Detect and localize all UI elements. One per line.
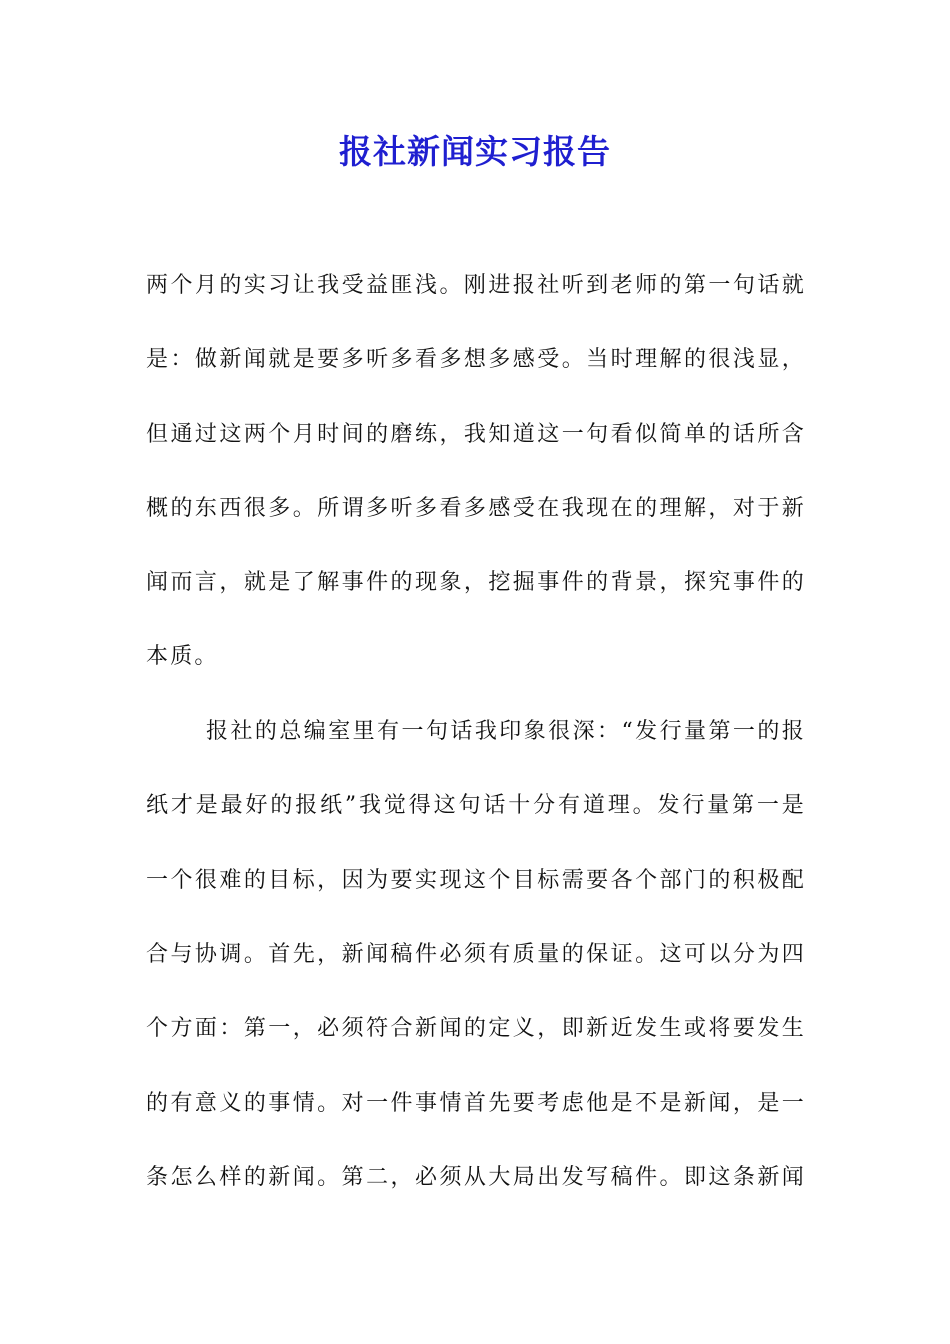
body-line: 是：做新闻就是要多听多看多想多感受。当时理解的很浅显， <box>146 347 806 372</box>
body-line: 一个很难的目标，因为要实现这个目标需要各个部门的积极配 <box>146 868 806 893</box>
body-line: 个方面：第一，必须符合新闻的定义，即新近发生或将要发生 <box>146 1016 806 1041</box>
body-line: 本质。 <box>146 644 219 669</box>
body-line: 条怎么样的新闻。第二，必须从大局出发写稿件。即这条新闻 <box>146 1165 806 1190</box>
body-line: 合与协调。首先，新闻稿件必须有质量的保证。这可以分为四 <box>146 942 806 967</box>
body-line: 两个月的实习让我受益匪浅。刚进报社听到老师的第一句话就 <box>146 273 806 298</box>
body-line: 的有意义的事情。对一件事情首先要考虑他是不是新闻，是一 <box>146 1091 806 1116</box>
body-line: 但通过这两个月时间的磨练，我知道这一句看似简单的话所含 <box>146 422 806 447</box>
body-line: 纸才是最好的报纸”我觉得这句话十分有道理。发行量第一是 <box>146 793 806 818</box>
document-title: 报社新闻实习报告 <box>339 132 611 171</box>
body-line: 概的东西很多。所谓多听多看多感受在我现在的理解，对于新 <box>146 496 806 521</box>
paragraph-first-line: 报社的总编室里有一句话我印象很深：“发行量第一的报 <box>206 719 806 744</box>
body-line: 闻而言，就是了解事件的现象，挖掘事件的背景，探究事件的 <box>146 570 806 595</box>
